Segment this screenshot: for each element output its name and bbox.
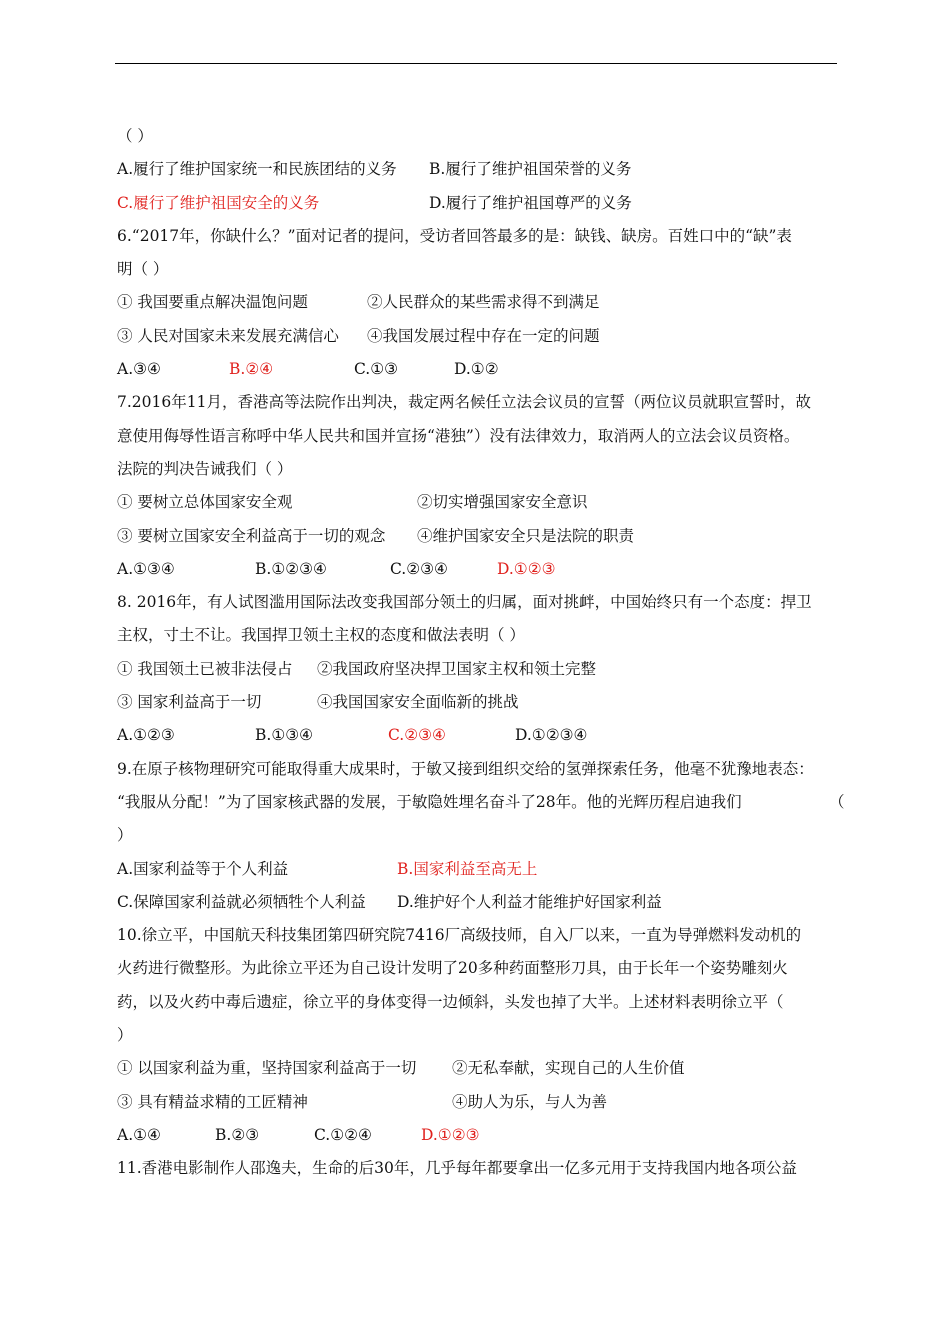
answer-option-highlighted: D.①②③ (421, 1125, 480, 1144)
text-segment: ④我国发展过程中存在一定的问题 (367, 326, 600, 345)
text-line (117, 853, 847, 886)
text-segment: A.③④ (117, 360, 161, 379)
header-rule (115, 63, 837, 64)
text-line (117, 353, 847, 386)
text-line (117, 719, 847, 752)
text-line (117, 586, 847, 619)
text-segment: 9.在原子核物理研究可能取得重大成果时，于敏又接到组织交给的氢弹探索任务，他毫不犹豫地表态： (117, 759, 814, 778)
text-line (117, 553, 847, 586)
text-segment: C.①③ (354, 360, 399, 379)
text-line (117, 253, 847, 286)
text-segment: D.维护好个人利益才能维护好国家利益 (397, 892, 662, 911)
text-segment: A.①④ (117, 1125, 161, 1144)
text-segment: A.①②③ (117, 726, 175, 745)
text-segment: ① 以国家利益为重，坚持国家利益高于一切 (117, 1059, 417, 1078)
text-line (117, 1152, 847, 1185)
text-segment: ③ 要树立国家安全利益高于一切的观念 (117, 526, 386, 545)
text-line (117, 320, 847, 353)
text-line (117, 753, 847, 786)
text-segment: D.①②③④ (515, 726, 588, 745)
text-segment: ① 我国要重点解决温饱问题 (117, 293, 308, 312)
text-segment: （ (829, 792, 845, 811)
text-line (117, 653, 847, 686)
text-line (117, 386, 847, 419)
text-line (117, 520, 847, 553)
text-segment: 6.“2017年，你缺什么？”面对记者的提问，受访者回答最多的是：缺钱、缺房。百姓口中的“缺”表 (117, 226, 792, 245)
text-segment: A.履行了维护国家统一和民族团结的义务 (117, 160, 397, 179)
document-body (117, 120, 847, 1186)
text-line (117, 120, 847, 153)
text-segment: ③ 人民对国家未来发展充满信心 (117, 326, 339, 345)
text-segment: ④维护国家安全只是法院的职责 (417, 526, 635, 545)
text-line (117, 952, 847, 985)
text-line (117, 486, 847, 519)
text-segment: 明（ ） (117, 260, 169, 279)
text-segment: C.①②④ (314, 1125, 372, 1144)
answer-option-highlighted: C.②③④ (388, 726, 446, 745)
text-segment: B.①③④ (255, 726, 314, 745)
text-segment: （ ） (117, 127, 153, 145)
text-segment: ③ 国家利益高于一切 (117, 693, 262, 712)
text-line (117, 619, 847, 652)
text-line (117, 220, 847, 253)
text-line (117, 1086, 847, 1119)
answer-option-highlighted: B.国家利益至高无上 (397, 859, 538, 878)
text-segment: ） (117, 826, 133, 845)
text-segment: 主权，寸土不让。我国捍卫领土主权的态度和做法表明（ ） (117, 626, 525, 645)
text-segment: ②切实增强国家安全意识 (417, 493, 588, 512)
text-line (117, 1119, 847, 1152)
text-segment: 8. 2016年，有人试图滥用国际法改变我国部分领土的归属，面对挑衅，中国始终只有一个态度：捍卫 (117, 593, 812, 612)
text-segment: ②无私奉献，实现自己的人生价值 (452, 1059, 685, 1078)
text-segment: C.保障国家利益就必须牺牲个人利益 (117, 892, 366, 911)
text-line (117, 819, 847, 852)
text-line (117, 286, 847, 319)
text-line (117, 786, 847, 819)
text-segment: 意使用侮辱性语言称呼中华人民共和国并宣扬“港独”）没有法律效力，取消两人的立法会议员资格。 (117, 426, 800, 445)
text-line (117, 153, 847, 186)
text-segment: 10.徐立平，中国航天科技集团第四研究院7416厂高级技师，自入厂以来，一直为导弹燃料发动机的 (117, 926, 802, 945)
text-line (117, 187, 847, 220)
text-line (117, 1019, 847, 1052)
text-segment: “我服从分配！”为了国家核武器的发展，于敏隐姓埋名奋斗了28年。他的光辉历程启迪我们 (117, 792, 742, 811)
text-line (117, 453, 847, 486)
text-segment: 药，以及火药中毒后遗症，徐立平的身体变得一边倾斜，头发也掉了大半。上述材料表明徐立平（ (117, 992, 784, 1011)
text-segment: A.国家利益等于个人利益 (117, 859, 289, 878)
text-line (117, 886, 847, 919)
text-segment: 7.2016年11月，香港高等法院作出判决，裁定两名候任立法会议员的宣誓（两位议员就职宣誓时，故 (117, 393, 811, 412)
text-segment: A.①③④ (117, 559, 175, 578)
text-segment: 火药进行微整形。为此徐立平还为自己设计发明了20多种药面整形刀具，由于长年一个姿势雕刻火 (117, 959, 788, 978)
text-line (117, 1052, 847, 1085)
text-segment: D.履行了维护祖国尊严的义务 (429, 193, 632, 212)
text-line (117, 919, 847, 952)
text-line (117, 420, 847, 453)
text-segment: 法院的判决告诫我们（ ） (117, 459, 293, 478)
answer-option-highlighted: D.①②③ (497, 559, 556, 578)
text-segment: 11.香港电影制作人邵逸夫，生命的后30年，几乎每年都要拿出一亿多元用于支持我国内地各项公益 (117, 1159, 797, 1178)
text-segment: ③ 具有精益求精的工匠精神 (117, 1092, 308, 1111)
text-segment: D.①② (454, 360, 499, 379)
text-line (117, 686, 847, 719)
text-segment: ① 要树立总体国家安全观 (117, 493, 293, 512)
text-segment: C.②③④ (390, 559, 448, 578)
text-segment: B.履行了维护祖国荣誉的义务 (429, 160, 632, 179)
text-segment: ④我国国家安全面临新的挑战 (317, 693, 519, 712)
text-segment: ① 我国领土已被非法侵占 (117, 659, 293, 678)
answer-option-highlighted: B.②④ (229, 360, 274, 379)
text-segment: ④助人为乐，与人为善 (452, 1092, 608, 1111)
text-segment: ） (117, 1026, 133, 1045)
text-segment: ②我国政府坚决捍卫国家主权和领土完整 (317, 659, 597, 678)
answer-option-highlighted: C.履行了维护祖国安全的义务 (117, 193, 320, 212)
text-segment: ②人民群众的某些需求得不到满足 (367, 293, 600, 312)
text-segment: B.②③ (215, 1125, 260, 1144)
text-segment: B.①②③④ (255, 559, 327, 578)
text-line (117, 986, 847, 1019)
